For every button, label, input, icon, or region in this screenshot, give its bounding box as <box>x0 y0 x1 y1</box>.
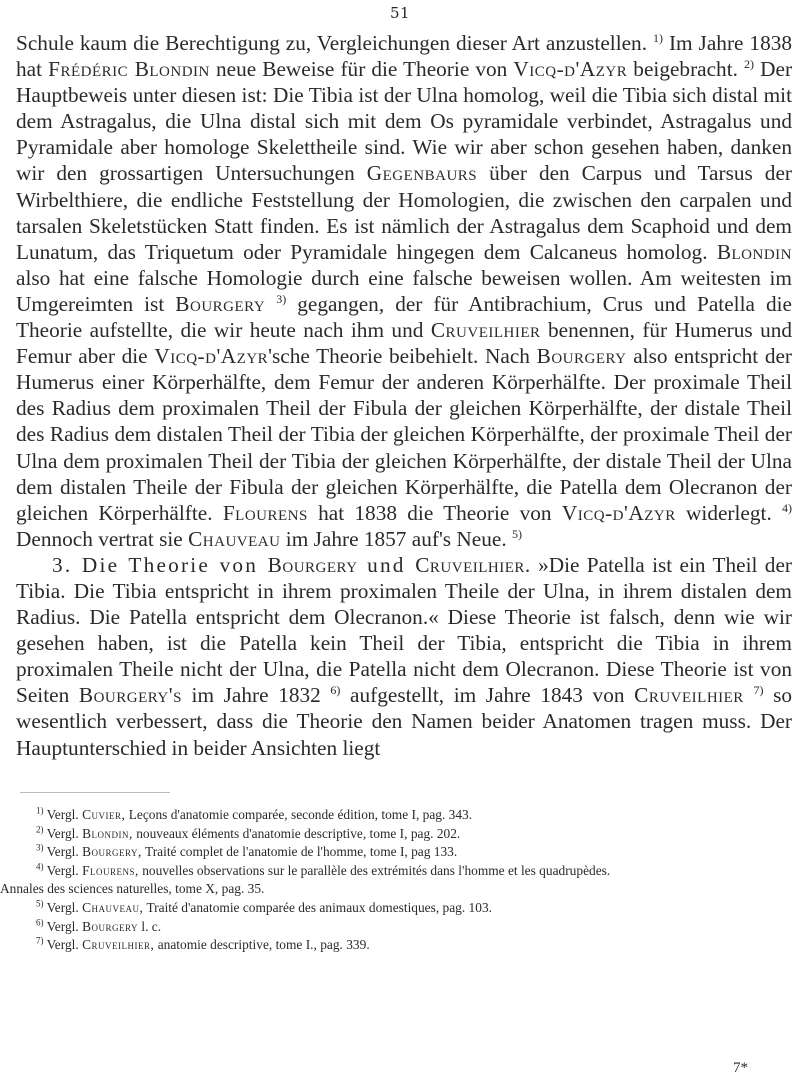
footnote-continuation <box>0 880 792 899</box>
footnote-mark: 4) <box>36 861 44 872</box>
person-name: Frédéric Blondin <box>48 57 210 82</box>
footnote-author: Bourgery <box>82 918 139 934</box>
footnote-text: nouvelles observations sur le parallèle des extrémités dans l'homme et les quadrupèdes. <box>142 862 611 878</box>
footnote-text: Traité d'anatomie comparée des animaux domestiques, pag. 103. <box>146 899 492 915</box>
footnote-text: l. c. <box>141 918 162 934</box>
footnote-mark: 7) <box>36 935 44 946</box>
footnote-prefix: Vergl. <box>46 918 79 934</box>
text-run: Im Jahre 1838 hat <box>16 31 793 82</box>
footnote-author: Cuvier, <box>82 807 126 822</box>
text-run: beigebracht. <box>633 57 738 82</box>
footnote-ref: 3) <box>276 291 287 306</box>
text-run: »Die Patella ist ein Theil der Tibia. Die Tibia entspricht in ihrem proximalen Theile der Ulna, in ihrem distalen dem Radius. Die Patella entspricht dem Olecranon.« Diese Theorie ist falsch, denn wie wir gesehen haben, ist die Patella kein Theil der Tibia, entspricht die Tibia in ihrem proximalen Theile nicht der Ulna, die Patella nicht dem Olecranon. Diese Theorie ist von Seiten <box>16 552 792 708</box>
footnote-mark: 5) <box>36 898 44 909</box>
person-name: Vicq-d'Azyr <box>561 500 676 525</box>
person-name: Gegenbaurs <box>366 161 478 186</box>
person-name: Flourens <box>222 500 308 525</box>
footnote-mark: 1) <box>36 805 44 816</box>
text-run: so wesentlich verbessert, dass die Theorie den Namen beider Anatomen tragen muss. Der Hauptunterschied in beider Ansichten liegt <box>16 683 793 760</box>
footnote <box>36 862 792 881</box>
footnote <box>36 825 792 844</box>
footnote-author: Cruveilhier, <box>82 937 155 953</box>
text-run: über den Carpus und Tarsus der Wirbelthiere, die endliche Feststellung der Homologien, die zwischen den carpalen und tarsalen Skeletstücken Statt finden. Es ist nämlich der Astragalus dem Scaphoid und dem Lunatum, das Triquetum oder Pyramidale hingegen dem Calcaneus homolog. <box>16 161 793 264</box>
footnote-author: Blondin, <box>82 825 133 841</box>
text-run: im Jahre 1857 auf's Neue. <box>285 526 507 551</box>
person-name: Chauveau <box>188 526 281 551</box>
footnote-mark: 6) <box>36 917 44 928</box>
footnote-ref: 7) <box>753 683 764 698</box>
body-text <box>16 30 792 761</box>
footnote-text: nouveaux éléments d'anatomie descriptive, tome I, pag. 202. <box>136 825 461 841</box>
footnote-prefix: Vergl. <box>46 825 79 841</box>
footnote <box>36 936 792 955</box>
signature-mark: 7* <box>733 1060 748 1076</box>
text-run: im Jahre 1832 <box>191 683 321 708</box>
text-run: aufgestellt, im Jahre 1843 von <box>350 683 625 708</box>
person-name: Bourgery <box>267 552 358 577</box>
paragraph-1 <box>16 30 792 552</box>
footnote-mark: 3) <box>36 842 44 853</box>
person-name: Bourgery's <box>78 683 182 708</box>
person-name: Cruveilhier <box>634 683 744 708</box>
person-name: Blondin <box>716 239 793 264</box>
footnote-ref: 1) <box>653 30 663 45</box>
text-run: widerlegt. <box>686 500 772 525</box>
person-name: Cruveilhier. <box>415 552 531 577</box>
footnote <box>36 899 792 918</box>
footnote-text: Annales des sciences naturelles, tome X, pag. 35. <box>0 881 265 897</box>
footnote-author: Chauveau, <box>82 899 144 915</box>
text-run: Der Hauptbeweis unter diesen ist: Die Tibia ist der Ulna homolog, weil die Tibia sich distal mit dem Astragalus, die Ulna distal sich mit dem Os pyramidale verbindet, Astragalus und Pyramidale aber homologe Skelettheile sind. Wie wir aber schon gesehen haben, danken wir den grossartigen Untersuchungen <box>16 57 793 186</box>
page-number: 51 <box>389 4 411 22</box>
footnote-author: Bourgery, <box>82 844 142 860</box>
person-name: Bourgery <box>175 291 266 316</box>
text-run: 'sche Theorie beibehielt. Nach <box>268 344 530 369</box>
person-name: Bourgery <box>536 344 627 369</box>
heading-text: und <box>367 552 406 577</box>
footnote-text: Traité complet de l'anatomie de l'homme, tome I, pag 133. <box>144 844 458 860</box>
section-heading <box>52 553 531 577</box>
text-run: Dennoch vertrat sie <box>16 526 183 551</box>
footnote <box>36 843 792 862</box>
footnote <box>36 918 792 937</box>
person-name: Vicq-d'Azyr <box>513 57 628 82</box>
footnote-prefix: Vergl. <box>46 862 79 878</box>
footnote-prefix: Vergl. <box>46 899 79 915</box>
footnote-ref: 4) <box>782 500 793 515</box>
text-run: Schule kaum die Berechtigung zu, Vergleichungen dieser Art anzustellen. <box>16 31 648 55</box>
text-run: gegangen, der für Antibrachium, Crus und Patella die Theorie aufstellte, die wir heute nach ihm und <box>16 291 792 343</box>
footnote-prefix: Vergl. <box>46 937 79 953</box>
footnote-author: Flourens, <box>82 862 139 878</box>
heading-text: 3. Die Theorie von <box>52 552 259 577</box>
text-run: also hat eine falsche Homologie durch eine falsche beweisen wollen. Am weitesten im Umgereimten ist <box>16 265 792 316</box>
footnote-divider <box>20 792 170 793</box>
person-name: Cruveilhier <box>430 318 541 343</box>
person-name: Vicq-d'Azyr <box>154 344 269 369</box>
footnote-prefix: Vergl. <box>46 844 79 860</box>
footnote-ref: 2) <box>744 57 755 71</box>
paragraph-2 <box>16 552 792 761</box>
footnote-text: Leçons d'anatomie comparée, seconde édition, tome I, pag. 343. <box>128 807 473 822</box>
text-run: benennen, für Humerus und Femur aber die <box>16 318 793 369</box>
footnote-prefix: Vergl. <box>46 807 79 822</box>
footnote-ref: 6) <box>330 683 341 698</box>
footnote-mark: 2) <box>36 824 44 835</box>
footnote-ref: 5) <box>512 526 523 541</box>
footnote <box>36 806 792 825</box>
text-run: also entspricht der Humerus einer Körperhälfte, dem Femur der anderen Körperhälfte. Der proximale Theil des Radius dem proximalen Theil der Fibula der gleichen Körperhälfte, der distale Theil des Radius dem distalen Theil der Tibia der gleichen Körperhälfte, der proximale Theil der Ulna dem proximalen Theil der Tibia der gleichen Körperhälfte, der distale Theil der Ulna dem distalen Theile der Fibula der gleichen Körperhälfte, die Patella dem Olecranon der gleichen Körperhälfte. <box>16 344 793 525</box>
footnote-text: anatomie descriptive, tome I., pag. 339. <box>157 937 370 953</box>
text-run: hat 1838 die Theorie von <box>318 500 552 525</box>
footnotes <box>0 805 792 955</box>
text-run: neue Beweise für die Theorie von <box>215 57 508 82</box>
